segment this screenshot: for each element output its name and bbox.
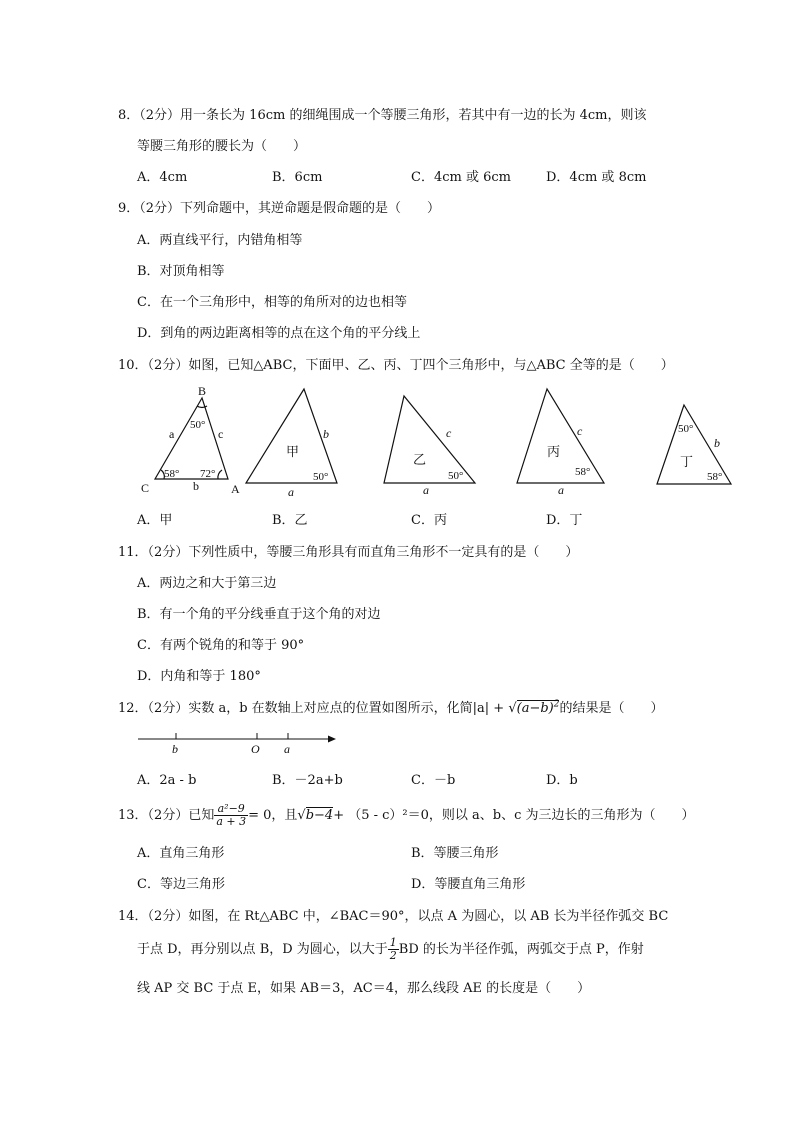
jia-side-a: a xyxy=(288,485,294,499)
q10-figure xyxy=(130,380,750,500)
ding-name: 丁 xyxy=(680,454,694,469)
q13-stem-pre: 13．（2分）已知 xyxy=(118,808,215,823)
jia-side-b: b xyxy=(323,427,329,441)
yi-angle: 50° xyxy=(448,470,464,482)
sqrt-icon: √ xyxy=(508,701,517,716)
abc-label-c-vertex: C xyxy=(141,481,150,495)
q9-option-a: A．两直线平行，内错角相等 xyxy=(137,233,303,248)
abc-label-b-vertex: B xyxy=(198,384,207,398)
q12-number-line xyxy=(130,730,350,758)
bing-angle: 58° xyxy=(575,466,591,478)
yi-side-c: c xyxy=(446,426,452,440)
abc-angle-b: 50° xyxy=(190,419,206,431)
q13-frac-num: a²−9 xyxy=(214,803,248,816)
axis-label-a: a xyxy=(284,742,290,756)
q10-stem: 10．（2分）如图，已知△ABC，下面甲、乙、丙、丁四个三角形中，与△ABC 全等的是（ ） xyxy=(118,358,674,373)
q13-option-c: C．等边三角形 xyxy=(137,877,225,892)
q13-stem-post: + （5 - c）²＝0，则以 a、b、c 为三边长的三角形为（ ） xyxy=(333,808,695,823)
q11-option-c: C．有两个锐角的和等于 90° xyxy=(137,638,305,653)
triangle-bing xyxy=(517,389,604,483)
q14-line3: 线 AP 交 BC 于点 E，如果 AB＝3，AC＝4，那么线段 AE 的长度是（ ） xyxy=(137,981,591,996)
yi-name: 乙 xyxy=(413,452,427,467)
arrow-right-icon xyxy=(328,736,336,743)
ding-angle-top: 50° xyxy=(678,423,694,435)
q13-frac-den: a + 3 xyxy=(216,815,247,828)
abc-side-c: c xyxy=(218,427,224,441)
q8-option-d: D．4cm 或 8cm xyxy=(546,170,647,185)
q12-option-b: B．－2a+b xyxy=(272,773,343,788)
q8-option-b: B．6cm xyxy=(272,170,323,185)
q13-option-b: B．等腰三角形 xyxy=(411,846,499,861)
axis-label-b: b xyxy=(172,742,178,756)
sqrt-icon: √ xyxy=(297,808,306,823)
q13-option-d: D．等腰直角三角形 xyxy=(411,877,526,892)
q12-option-d: D．b xyxy=(546,773,578,788)
q12-option-a: A．2a - b xyxy=(137,773,197,788)
q10-option-a: A．甲 xyxy=(137,513,173,528)
q14-line2 xyxy=(137,937,644,962)
abc-angle-a: 72° xyxy=(200,468,216,480)
q14-line2-post: BD 的长为半径作弧，两弧交于点 P，作射 xyxy=(398,942,644,957)
jia-angle: 50° xyxy=(313,471,329,483)
axis-label-origin: O xyxy=(251,742,260,756)
q14-fraction xyxy=(388,937,399,962)
q13-fraction xyxy=(214,803,248,828)
q10-option-b: B．乙 xyxy=(272,513,308,528)
q13-stem-mid: = 0，且 xyxy=(248,808,298,823)
abc-side-b: b xyxy=(193,479,199,493)
q12-stem-pre: 12．（2分）实数 a，b 在数轴上对应点的位置如图所示，化简|a| + xyxy=(118,701,509,716)
q9-option-b: B．对顶角相等 xyxy=(137,264,225,279)
q11-option-b: B．有一个角的平分线垂直于这个角的对边 xyxy=(137,607,381,622)
ding-angle-bottom: 58° xyxy=(707,471,723,483)
q13-option-a: A．直角三角形 xyxy=(137,846,225,861)
jia-name: 甲 xyxy=(286,444,300,459)
q14-frac-num: 1 xyxy=(389,936,397,949)
q12-option-c: C．－b xyxy=(411,773,456,788)
bing-side-a: a xyxy=(558,483,564,497)
abc-angle-c: 58° xyxy=(164,468,180,480)
bing-name: 丙 xyxy=(547,444,561,459)
q8-stem-line2: 等腰三角形的腰长为（ ） xyxy=(137,139,307,154)
q11-option-a: A．两边之和大于第三边 xyxy=(137,576,277,591)
yi-side-a: a xyxy=(423,483,429,497)
q8-option-a: A．4cm xyxy=(137,170,188,185)
q12-sqrt-body: (a−b) xyxy=(516,701,554,716)
q11-option-d: D．内角和等于 180° xyxy=(137,669,261,684)
q13-stem xyxy=(118,803,695,828)
abc-label-a-vertex: A xyxy=(231,482,240,496)
q9-option-d: D．到角的两边距离相等的点在这个角的平分线上 xyxy=(137,326,421,341)
q10-option-c: C．丙 xyxy=(411,513,447,528)
bing-side-c: c xyxy=(577,424,583,438)
q13-sqrt-expr: b−4 xyxy=(305,808,334,823)
abc-side-a: a xyxy=(169,427,175,441)
ding-side-b: b xyxy=(714,436,720,450)
q12-sqrt-exponent: 2 xyxy=(553,699,560,710)
q9-stem: 9．（2分）下列命题中，其逆命题是假命题的是（ ） xyxy=(118,201,441,216)
q14-line2-pre: 于点 D，再分别以点 B，D 为圆心，以大于 xyxy=(137,942,388,957)
q8-stem-line1: 8．（2分）用一条长为 16cm 的细绳围成一个等腰三角形，若其中有一边的长为 4cm，则该 xyxy=(118,108,647,123)
q9-option-c: C．在一个三角形中，相等的角所对的边也相等 xyxy=(137,295,407,310)
q14-line1: 14．（2分）如图，在 Rt△ABC 中，∠BAC＝90°，以点 A 为圆心，以 AB 长为半径作弧交 BC xyxy=(118,909,669,924)
q12-sqrt-expr xyxy=(517,700,560,716)
q11-stem: 11．（2分）下列性质中，等腰三角形具有而直角三角形不一定具有的是（ ） xyxy=(118,545,579,560)
q10-option-d: D．丁 xyxy=(546,513,583,528)
q14-frac-den: 2 xyxy=(389,949,397,962)
q8-option-c: C．4cm 或 6cm xyxy=(411,170,511,185)
q12-stem xyxy=(118,697,663,716)
q12-stem-post: 的结果是（ ） xyxy=(559,701,664,716)
